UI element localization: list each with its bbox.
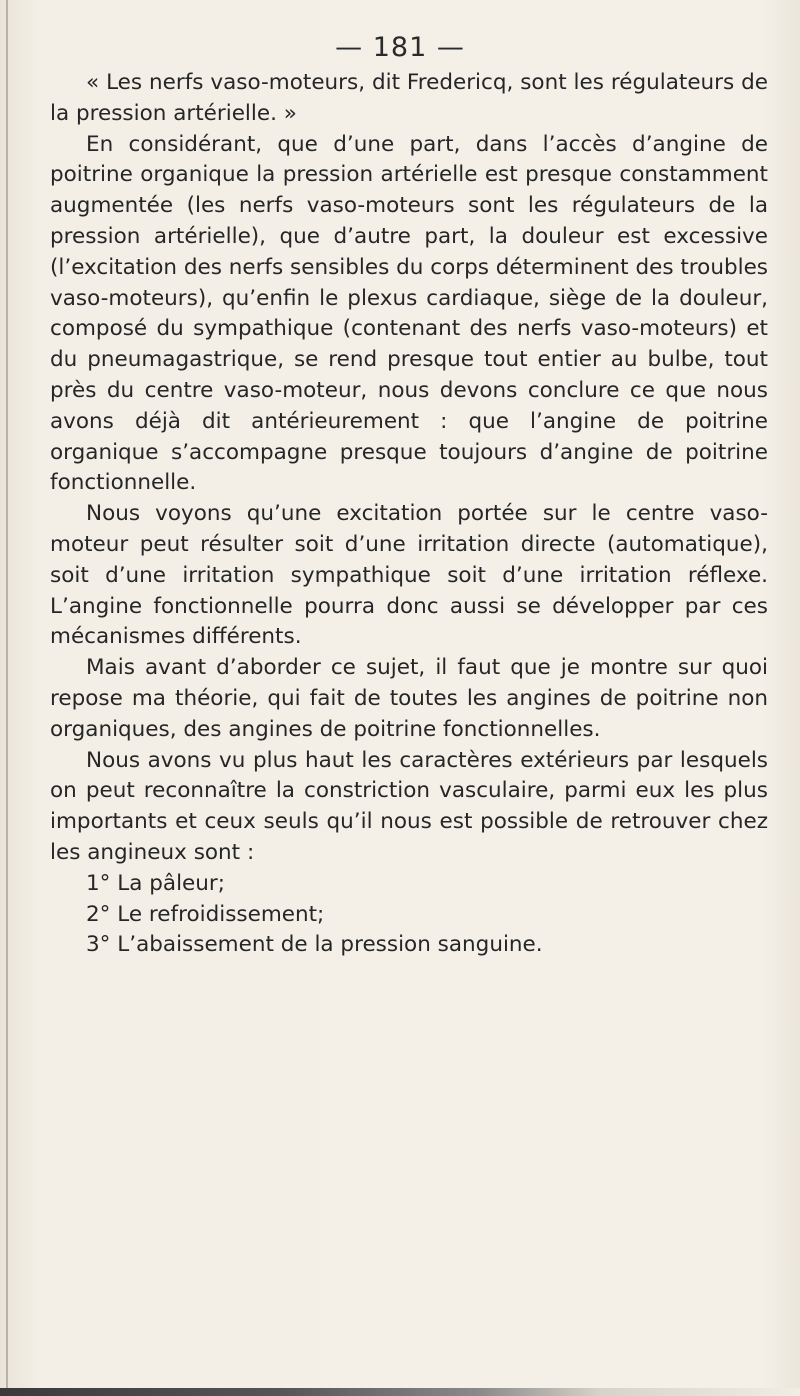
page-number: — 181 — <box>335 32 465 63</box>
paragraph-quote: « Les nerfs vaso-moteurs, dit Fredericq, sont les régulateurs de la pression artérielle. » <box>50 70 768 126</box>
scan-bottom-edge <box>0 1388 800 1396</box>
paragraph-excitation: Nous voyons qu’une excitation portée sur le centre vaso-moteur peut résulter soit d’une irritation directe (automatique), soit d’une irritation sympathique soit d’une irritation réflexe. L’angine fonctionnelle pourra donc aussi se développer par ces mécanismes différents. <box>50 501 768 650</box>
list-item-refroidissement: 2° Le refroidissement; <box>86 901 325 927</box>
paragraph-theorie: Mais avant d’aborder ce sujet, il faut que je montre sur quoi repose ma théorie, qui fait de toutes les angines de poitrine non organiques, des angines de poitrine fonctionnelles. <box>50 655 768 742</box>
page-edge <box>6 0 8 1396</box>
body-text <box>50 68 768 961</box>
paragraph-caracteres: Nous avons vu plus haut les caractères extérieurs par lesquels on peut reconnaître la constriction vasculaire, parmi eux les plus importants et ceux seuls qu’il nous est possible de retrouver chez les angineux sont : <box>50 747 768 865</box>
paragraph-considerant: En considérant, que d’une part, dans l’accès d’angine de poitrine organique la pression artérielle est presque constamment augmentée (les nerfs vaso-moteurs sont les régulateurs de la pression artérielle), que d’autre part, la douleur est excessive (l’excitation des nerfs sensibles du corps déterminent des troubles vaso-moteurs), qu’enfin le plexus cardiaque, siège de la douleur, composé du sympathique (contenant des nerfs vaso-moteurs) et du pneumagastrique, se rend presque tout entier au bulbe, tout près du centre vaso-moteur, nous devons conclure ce que nous avons déjà dit antérieurement : que l’angine de poitrine organique s’accompagne presque toujours d’angine de poitrine fonctionnelle. <box>50 131 768 496</box>
list-item-paleur: 1° La pâleur; <box>86 870 225 896</box>
list-item-abaissement: 3° L’abaissement de la pression sanguine. <box>86 932 543 958</box>
